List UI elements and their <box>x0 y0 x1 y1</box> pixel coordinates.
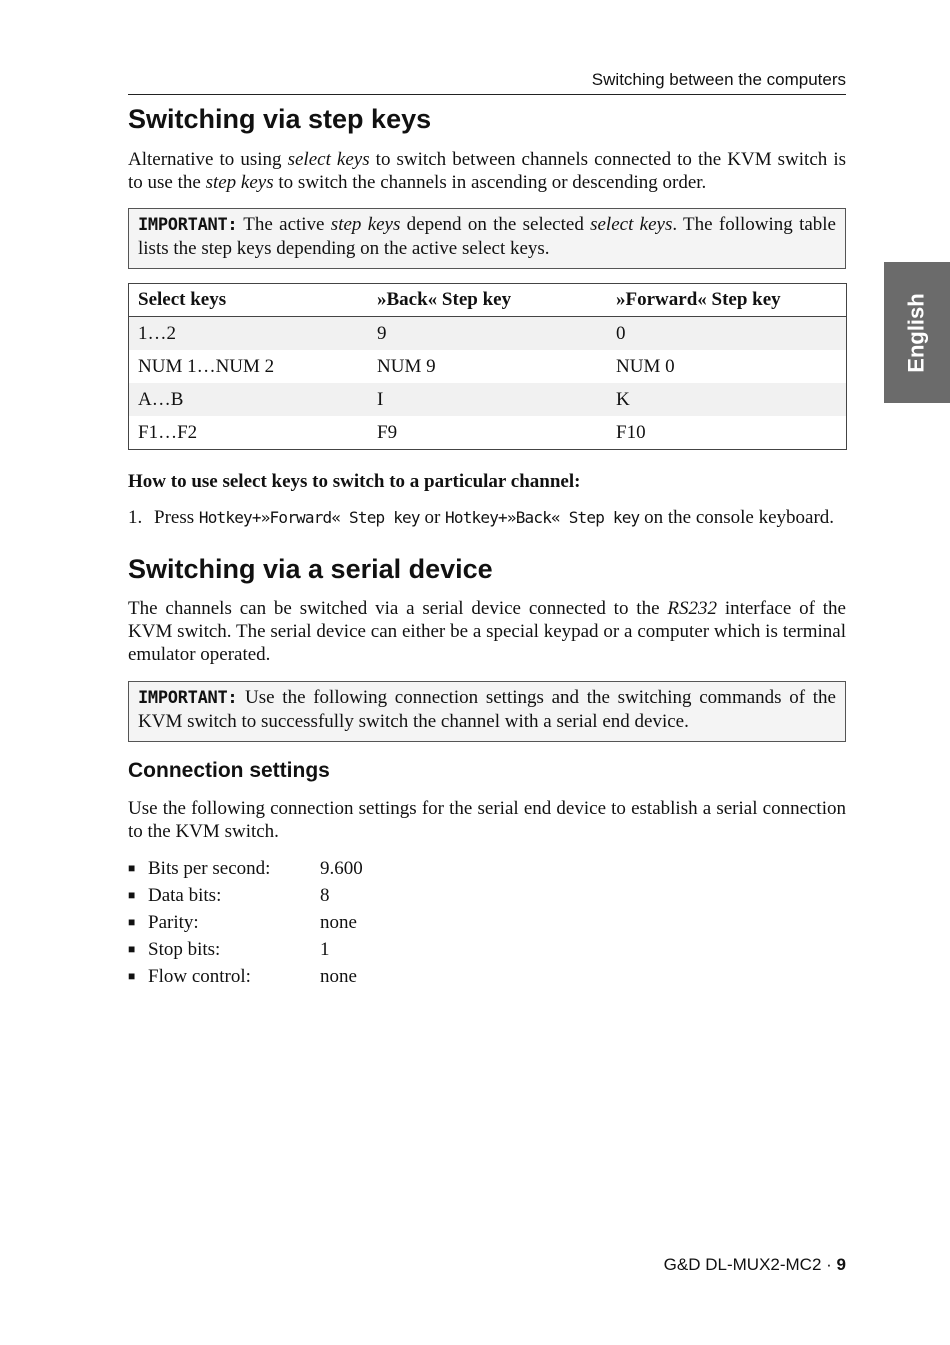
setting-value: none <box>320 966 357 987</box>
table-header-row <box>129 284 847 317</box>
table-cell: K <box>607 383 847 416</box>
table-cell: F1…F2 <box>138 421 198 443</box>
setting-value: 9.600 <box>320 858 363 879</box>
list-item <box>128 909 363 936</box>
text-run: interface of the KVM switch. The serial device can either be a special keypad or a computer which is terminal emulator operated. <box>128 598 846 665</box>
column-header: »Forward« Step key <box>607 284 847 317</box>
table-cell: 1…2 <box>129 317 369 351</box>
table-cell: NUM 1…NUM 2 <box>138 355 275 377</box>
text-run: The channels can be switched via a serial device connected to the <box>128 598 668 619</box>
table-cell: 0 <box>607 317 847 351</box>
text-run: Press <box>154 507 199 528</box>
subsection-title-connection-settings: Connection settings <box>128 759 330 782</box>
table-cell: 9 <box>368 317 607 351</box>
text-run: on the console keyboard. <box>639 507 835 528</box>
section-title-serial-device: Switching via a serial device <box>128 554 493 584</box>
setting-name: Bits per second: <box>148 858 271 879</box>
table-cell: F9 <box>377 421 398 443</box>
table-cell: I <box>368 383 607 416</box>
text-run: . The following table lists the step keys depending on the active select keys. <box>138 214 836 259</box>
setting-name: Stop bits: <box>148 939 221 960</box>
table-row <box>129 317 847 351</box>
setting-name: Parity: <box>148 912 199 933</box>
setting-value: 8 <box>320 885 330 906</box>
section-title-step-keys: Switching via step keys <box>128 104 432 134</box>
important-note-serial <box>128 681 846 742</box>
step-keys-intro <box>128 148 846 194</box>
language-tab <box>884 262 950 403</box>
emphasis: RS232 <box>667 598 717 619</box>
important-label: IMPORTANT: <box>138 215 238 235</box>
table-cell: A…B <box>129 383 369 416</box>
text-run: Use the following connection settings and the switching commands of the KVM switch to successfully switch the channel with a serial end device. <box>138 687 836 732</box>
language-tab-label: English <box>904 292 930 373</box>
hotkey-forward: Hotkey+»Forward« Step key <box>198 508 420 527</box>
list-item <box>128 855 363 882</box>
emphasis: select keys <box>590 214 673 235</box>
step-number: 1. <box>128 507 143 528</box>
emphasis: step keys <box>205 172 274 193</box>
text-run: depend on the selected <box>400 214 591 235</box>
table-row <box>129 383 847 416</box>
text-run: to switch between channels connected to the KVM switch is to use the <box>128 149 847 193</box>
text-run: The active <box>237 214 331 235</box>
emphasis: step keys <box>330 214 401 235</box>
bullet-icon: ■ <box>128 942 136 956</box>
table-cell: NUM 0 <box>616 355 675 377</box>
hotkey-back: Hotkey+»Back« Step key <box>445 508 640 527</box>
text-run: or <box>419 507 446 528</box>
list-item <box>128 882 363 909</box>
howto-heading: How to use select keys to switch to a particular channel: <box>128 471 581 492</box>
running-header: Switching between the computers <box>128 70 846 95</box>
setting-value: none <box>320 912 357 933</box>
setting-name: Flow control: <box>148 966 251 987</box>
connection-settings-intro: Use the following connection settings for the serial end device to establish a serial connection to the KVM switch. <box>128 798 846 842</box>
setting-value: 1 <box>320 939 330 960</box>
emphasis: select keys <box>287 149 370 170</box>
connection-settings-list <box>128 855 363 990</box>
column-header: Select keys <box>129 284 369 317</box>
column-header: »Back« Step key <box>368 284 607 317</box>
step-keys-table <box>128 283 847 450</box>
table-cell: NUM 9 <box>377 355 436 377</box>
important-note-step-keys <box>128 208 846 269</box>
bullet-icon: ■ <box>128 969 136 983</box>
serial-device-intro <box>128 597 846 666</box>
table-row <box>129 350 847 383</box>
table-cell: F10 <box>616 421 646 443</box>
text-run: to switch the channels in ascending or descending order. <box>273 172 707 193</box>
list-item <box>128 963 363 990</box>
list-item <box>128 936 363 963</box>
product-name: G&D DL-MUX2-MC2 · <box>663 1255 837 1274</box>
bullet-icon: ■ <box>128 915 136 929</box>
table-row <box>129 416 847 450</box>
page-footer <box>664 1255 846 1275</box>
bullet-icon: ■ <box>128 861 136 875</box>
important-label: IMPORTANT: <box>138 688 238 708</box>
instruction-step <box>128 507 834 529</box>
text-run: Alternative to using <box>128 149 288 170</box>
page-number: 9 <box>836 1255 846 1274</box>
bullet-icon: ■ <box>128 888 136 902</box>
setting-name: Data bits: <box>148 885 222 906</box>
